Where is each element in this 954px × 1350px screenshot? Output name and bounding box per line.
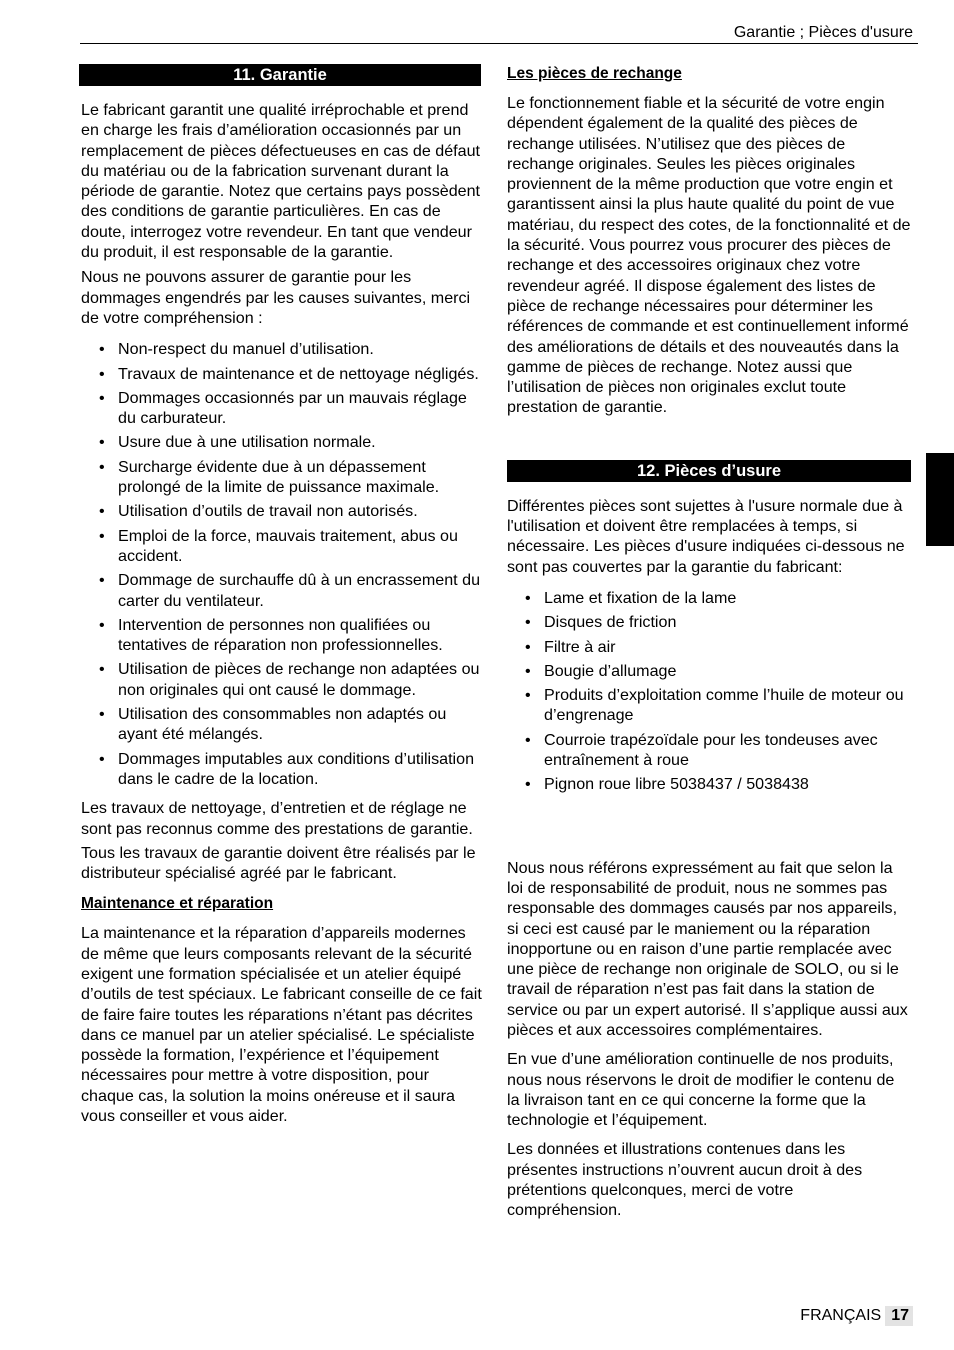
maintenance-paragraph: La maintenance et la réparation d’appareils modernes de même que leurs composants relevant de la sécurité exigent une formation spécialisée et un atelier équipé d’outils de test spéciaux. Le fabricant conseille de ce fait de faire faire toutes les réparations n’étant pas décrites dans ce manuel par un atelier spécialisé. Le spécialiste possède la formation, l’expérience et l’équipement nécessaires pour mettre à votre disposition, pour chaque cas, la solution la moins onéreuse et il saura vous conseiller et vous aider. — [81, 924, 482, 1126]
list-item: • Bougie d’allumage — [507, 661, 911, 681]
usure-paragraph-3: En vue d’une amélioration continuelle de nos produits, nous nous réservons le droit de modifier le contenu de la livraison tant en ce qui concerne la forme que la technologie et l’équipement. — [507, 1050, 895, 1130]
running-header: Garantie ; Pièces d'usure — [733, 24, 913, 41]
section-thumb-tab — [926, 453, 954, 546]
list-item: • Dommages imputables aux conditions d’utilisation dans le cadre de la location. — [81, 749, 483, 790]
usure-paragraph-2: Nous nous référons expressément au fait que selon la loi de responsabilité de produit, nous ne sommes pas responsable des dommages causés par nos appareils, si ceci est causé par le maniement ou la réparation inopportune ou en raison d’une partie remplacée avec une pièce de rechange non originale de SOLO, ou si le travail de réparation n’est pas fait dans la station de service ou par un expert autorisé. Il s’applique aussi aux pièces et aux accessoires complémentaires. — [507, 858, 908, 1039]
garantie-paragraph-1: Le fabricant garantit une qualité irréprochable et prend en charge les frais d’amélioration occasionnés par un remplacement de pièces défectueuses en cas de défaut du matériau ou de la fabrication survenant durant la période de garantie. Notez que certains pays possèdent des conditions de garantie particulières. En cas de doute, interrogez votre revendeur. En tant que vendeur du produit, il est responsable de la garantie. — [81, 101, 481, 262]
wear-parts-list — [507, 588, 911, 795]
section-heading-garantie: 11. Garantie — [79, 64, 481, 86]
list-item: • Usure due à une utilisation normale. — [81, 432, 483, 452]
garantie-paragraph-2: Nous ne pouvons assurer de garantie pour les dommages engendrés par les causes suivantes, merci de votre compréhension : — [81, 268, 471, 327]
list-item: • Travaux de maintenance et de nettoyage négligés. — [81, 364, 483, 384]
list-item: • Lame et fixation de la lame — [507, 588, 911, 608]
garantie-paragraph-3: Les travaux de nettoyage, d’entretien et de réglage ne sont pas reconnus comme des prestations de garantie. — [81, 799, 473, 838]
maintenance-heading: Maintenance et réparation — [81, 895, 274, 913]
list-item: • Non-respect du manuel d’utilisation. — [81, 339, 483, 359]
list-item: • Disques de friction — [507, 612, 911, 632]
page-footer — [800, 1306, 913, 1326]
header-rule — [80, 43, 918, 44]
garantie-exclusions-list — [81, 339, 483, 789]
list-item: • Intervention de personnes non qualifiées ou tentatives de réparation non professionnelles. — [81, 615, 483, 656]
list-item: • Produits d’exploitation comme l’huile de moteur ou d’engrenage — [507, 685, 911, 726]
garantie-paragraph-4: Tous les travaux de garantie doivent être réalisés par le distributeur spécialisé agréé par le fabricant. — [81, 843, 476, 883]
usure-paragraph-4: Les données et illustrations contenues dans les présentes instructions n’ouvrent aucun droit à des prétentions quelconques, merci de votre compréhension. — [507, 1140, 863, 1220]
page-number: 17 — [885, 1306, 913, 1326]
list-item: • Surcharge évidente due à un dépassement prolongé de la limite de puissance maximale. — [81, 457, 483, 498]
list-item: • Utilisation d’outils de travail non autorisés. — [81, 501, 483, 521]
left-column — [81, 64, 483, 1126]
list-item: • Utilisation des consommables non adaptés ou ayant été mélangés. — [81, 704, 483, 745]
right-column — [507, 64, 911, 1221]
list-item: • Dommages occasionnés par un mauvais réglage du carburateur. — [81, 388, 483, 429]
list-item: • Utilisation de pièces de rechange non adaptées ou non originales qui ont causé le dommage. — [81, 659, 483, 700]
list-item: • Filtre à air — [507, 637, 911, 657]
list-item: • Courroie trapézoïdale pour les tondeuses avec entraînement à roue — [507, 730, 911, 771]
footer-language: FRANÇAIS — [800, 1307, 882, 1324]
rechange-heading: Les pièces de rechange — [507, 65, 682, 82]
usure-paragraph-1: Différentes pièces sont sujettes à l'usure normale due à l'utilisation et doivent être remplacées à temps, si nécessaire. Les pièces d'usure indiquées ci-dessous ne sont pas couvertes par la garantie du fabricant: — [507, 496, 905, 576]
list-item: • Dommage de surchauffe dû à un encrassement du carter du ventilateur. — [81, 570, 483, 611]
list-item: • Emploi de la force, mauvais traitement, abus ou accident. — [81, 526, 483, 567]
list-item: • Pignon roue libre 5038437 / 5038438 — [507, 774, 911, 794]
section-heading-usure: 12. Pièces d’usure — [507, 460, 911, 482]
rechange-paragraph: Le fonctionnement fiable et la sécurité de votre engin dépendent également de la qualité des pièces de rechange utilisées. N’utilisez que des pièces de rechange originales. Seules les pièces originales proviennent de la même production que votre engin et garantissent ainsi la plus haute qualité du point de vue matériau, du respect des cotes, de la fonctionnalité et de la sécurité. Vous pourrez vous procurer des pièces de rechange et des accessoires originaux chez votre revendeur agréé. Il dispose également des listes de pièce de rechange nécessaires pour déterminer les références de commande et est continuellement informé des améliorations de détails et des nouveautés dans la gamme de pièces de rechange. Notez aussi que l’utilisation de pièces non originales exclut toute prestation de garantie. — [507, 94, 911, 417]
